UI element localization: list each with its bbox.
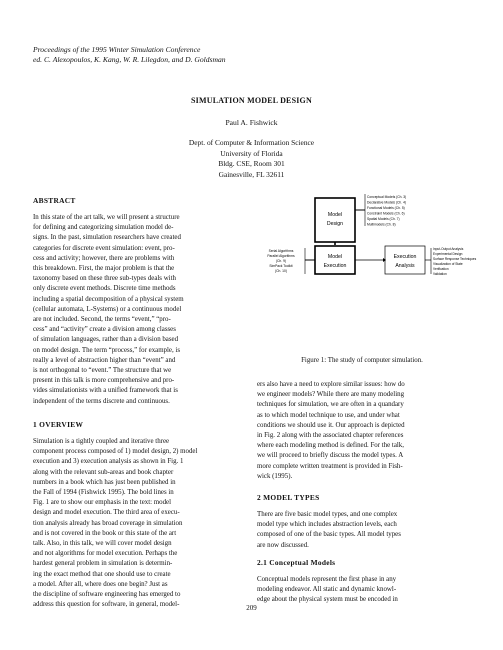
text-line: a model. After all, where does one begin? Just as xyxy=(33,580,168,588)
affiliation-line: Gainesville, FL 32611 xyxy=(218,169,285,179)
text-line: techniques for simulation, we are often in a quandary xyxy=(257,401,404,409)
design-list-item: Declarative Models (Ch. 4) xyxy=(367,200,407,205)
text-line: we will proceed to briefly discuss the model types. A xyxy=(257,452,404,460)
affiliation-line: Bldg. CSE, Room 301 xyxy=(218,159,285,169)
conceptual-models-body xyxy=(257,575,469,606)
text-line: In this state of the art talk, we will present a structure xyxy=(33,214,180,221)
model-execution-label: Execution xyxy=(323,263,347,269)
text-line: tion analysis already has broad coverage in simulation xyxy=(33,519,183,527)
affiliation-line: University of Florida xyxy=(220,148,283,158)
proceedings-line-2: ed. C. Alexopoulos, K. Kang, W. R. Lilegdon, and D. Goldsman xyxy=(33,55,226,64)
text-line: edge about the physical system must be encoded in xyxy=(257,596,398,604)
text-line: on model design. The term “process,” for example, is xyxy=(33,346,181,354)
text-line: for defining and categorizing simulation model de- xyxy=(33,224,174,232)
text-line: and not algorithms for model execution. Perhaps the xyxy=(33,550,178,558)
execution-list-item: (Ch. 9) xyxy=(275,259,287,263)
execution-analysis-box xyxy=(385,246,425,274)
design-list-item: Multimodels (Ch. 8) xyxy=(367,222,396,227)
text-line: design and model execution. The third area of execu- xyxy=(33,509,180,517)
text-line: of simulation languages, rather than a division based xyxy=(33,336,179,344)
text-line: execution and 3) execution analysis as shown in Fig. 1 xyxy=(33,458,184,466)
model-design-label: Model xyxy=(327,212,343,218)
conceptual-models-heading: 2.1 Conceptual Models xyxy=(257,558,336,567)
design-list-item: Spatial Models (Ch. 7) xyxy=(367,217,400,221)
affiliation xyxy=(0,138,503,180)
execution-list-item: Serial Algorithms xyxy=(268,249,294,253)
page-number: 209 xyxy=(246,604,257,612)
text-line: vides simulationists with a unified framework that is xyxy=(33,387,178,395)
text-line: Fig. 1 are to show our emphasis in the text: model xyxy=(33,499,171,507)
text-line: are not included. Second, the terms “event,” “pro- xyxy=(33,316,171,324)
author-name: Paul A. Fishwick xyxy=(225,118,278,127)
analysis-list-item: Experimental Design xyxy=(433,252,463,256)
text-line: cess and activity; however, there are problems with xyxy=(33,254,175,262)
text-line: where each modeling method is defined. For the talk, xyxy=(257,442,404,450)
analysis-list-item: Visualization of State xyxy=(433,262,463,266)
execution-analysis-label: Execution xyxy=(393,254,417,260)
text-line: independent of the terms discrete and continuous. xyxy=(33,397,170,405)
model-design-label: Design xyxy=(326,221,344,227)
text-line: model type which includes abstraction levels, each xyxy=(257,521,397,529)
text-line: we engineer models? While there are many modeling xyxy=(257,391,405,399)
text-line: taxonomy based on these three sub-types deals with xyxy=(33,275,176,283)
proceedings-line-1: Proceedings of the 1995 Winter Simulation Conference xyxy=(33,45,201,54)
text-line: including a spatial decomposition of a physical system xyxy=(33,295,184,303)
execution-list-item: SimPack Toolkit xyxy=(269,264,293,268)
analysis-list-item: Surface Response Techniques xyxy=(433,257,477,261)
text-line: There are five basic model types, and one complex xyxy=(257,511,398,518)
text-line: and is not covered in the book or this state of the art xyxy=(33,529,177,537)
text-line: address this question for software, in general, model- xyxy=(33,601,180,609)
figure-1-diagram xyxy=(257,190,477,355)
text-line: composed of one of the basic types. All model types xyxy=(257,531,401,539)
analysis-list-item: Verification xyxy=(433,267,449,271)
design-list-item: Conceptual Models (Ch. 3) xyxy=(367,195,407,199)
text-line: in Fig. 2 along with the associated chapter references xyxy=(257,432,404,440)
text-line: modeling endeavor. All static and dynamic knowl- xyxy=(257,586,397,594)
figure-1-caption: Figure 1: The study of computer simulation. xyxy=(301,357,423,364)
model-design-box xyxy=(315,198,355,242)
proceedings-header xyxy=(33,45,226,65)
text-line: only discrete event methods. Discrete time methods xyxy=(33,285,176,293)
execution-list-item: (Ch. 10) xyxy=(275,269,287,273)
text-line: ing the exact method that one should use to create xyxy=(33,570,171,578)
overview-body xyxy=(33,437,245,610)
intro-continued xyxy=(257,380,469,482)
text-line: along with the relevant sub-areas and book chapter xyxy=(33,468,174,476)
model-types-body xyxy=(257,510,469,551)
text-line: talk. Also, in this talk, we will cover model design xyxy=(33,540,172,548)
text-line: the discipline of software engineering has emerged to xyxy=(33,591,181,599)
analysis-list-item: Input-Output Analysis xyxy=(433,247,464,251)
text-line: Conceptual models represent the first phase in any xyxy=(257,576,397,583)
text-line: Simulation is a tightly coupled and iterative three xyxy=(33,438,170,445)
text-line: present in this talk is more comprehensive and pro- xyxy=(33,377,175,385)
text-line: hardest general problem in simulation is determin- xyxy=(33,560,173,568)
text-line: numbers in a book which has just been published in xyxy=(33,478,176,486)
text-line: is not orthogonal to “event.” The structure that we xyxy=(33,367,172,375)
analysis-list-item: Validation xyxy=(433,272,447,276)
abstract-heading: ABSTRACT xyxy=(33,196,76,205)
text-line: more complete written treatment is provided in Fish- xyxy=(257,462,403,470)
text-line: wick (1995). xyxy=(257,472,293,480)
model-types-heading: 2 MODEL TYPES xyxy=(257,493,320,502)
text-line: conditions we should use it. Our approach is depicted xyxy=(257,421,405,429)
text-line: categories for discrete event simulation: event, pro- xyxy=(33,244,175,252)
abstract-body xyxy=(33,213,245,407)
text-line: (cellular automata, L-Systems) or a continuous model xyxy=(33,305,182,313)
text-line: the Fall of 1994 (Fishwick 1995). The bold lines in xyxy=(33,489,174,497)
text-line: component process composed of 1) model design, 2) model xyxy=(33,448,198,456)
execution-analysis-label: Analysis xyxy=(395,263,415,269)
text-line: signs. In the past, simulation researchers have created xyxy=(33,234,181,242)
affiliation-line: Dept. of Computer & Information Science xyxy=(188,138,315,147)
execution-list-item: Parallel Algorithms xyxy=(267,254,295,258)
model-execution-box xyxy=(315,246,355,274)
text-line: this breakdown. First, the major problem is that the xyxy=(33,265,175,273)
design-list-item: Constraint Models (Ch. 6) xyxy=(367,211,405,216)
text-line: ers also have a need to explore similar issues: how do xyxy=(257,381,405,388)
text-line: really a level of abstraction higher than “event” and xyxy=(33,356,176,364)
text-line: as to which model technique to use, and under what xyxy=(257,411,400,419)
text-line: are now discussed. xyxy=(257,541,309,549)
model-execution-label: Model xyxy=(327,254,343,260)
text-line: cess” and “activity” create a division among classes xyxy=(33,326,176,334)
design-list-item: Functional Models (Ch. 5) xyxy=(367,206,405,210)
paper-title: SIMULATION MODEL DESIGN xyxy=(191,96,312,105)
overview-heading: 1 OVERVIEW xyxy=(33,420,84,429)
